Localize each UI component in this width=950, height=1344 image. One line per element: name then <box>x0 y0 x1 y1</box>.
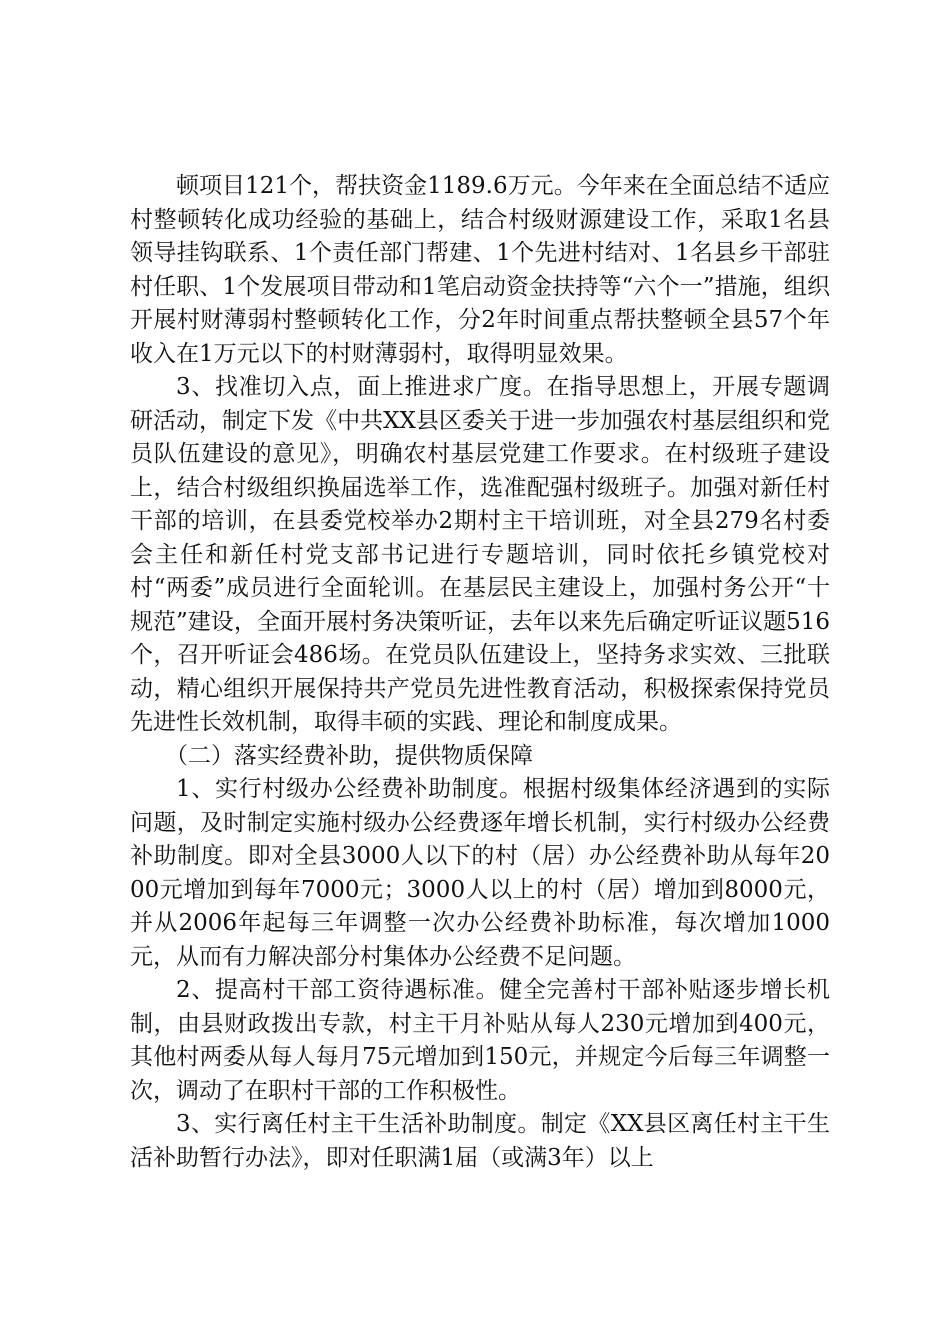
paragraph-office-funding: 1、实行村级办公经费补助制度。根据村级集体经济遇到的实际问题，及时制定实施村级办公经费逐年增长机制，实行村级办公经费补助制度。即对全县3000人以下的村（居）办公经费补助从每年2000元增加到每年7000元；3000人以上的村（居）增加到8000元，并从2006年起每三年调整一次办公经费补助标准，每次增加1000元，从而有力解决部分村集体办公经费不足问题。 <box>130 776 830 970</box>
paragraph-continuation: 顿项目121个，帮扶资金1189.6万元。今年来在全面总结不适应村整顿转化成功经验的基础上，结合村级财源建设工作，采取1名县领导挂钩联系、1个责任部门帮建、1个先进村结对、1名县乡干部驻村任职、1个发展项目带动和1笔启动资金扶持等“六个一”措施，组织开展村财薄弱村整顿转化工作，分2年时间重点帮扶整顿全县57个年收入在1万元以下的村财薄弱村，取得明显效果。 <box>130 173 830 367</box>
paragraph-retired-cadre-subsidy: 3、实行离任村主干生活补助制度。制定《XX县区离任村主干生活补助暂行办法》，即对任职满1届（或满3年）以上 <box>130 1111 830 1171</box>
section-heading-funding: （二）落实经费补助，提供物质保障 <box>165 742 533 769</box>
paragraph-cadre-salary: 2、提高村干部工资待遇标准。健全完善村干部补贴逐步增长机制，由县财政拨出专款，村主干月补贴从每人230元增加到400元，其他村两委从每人每月75元增加到150元，并规定今后每三年调整一次，调动了在职村干部的工作积极性。 <box>130 977 830 1104</box>
document-body <box>130 170 830 1175</box>
paragraph-find-entry-point: 3、找准切入点，面上推进求广度。在指导思想上，开展专题调研活动，制定下发《中共XX县区委关于进一步加强农村基层组织和党员队伍建设的意见》，明确农村基层党建工作要求。在村级班子建设上，结合村级组织换届选举工作，选准配强村级班子。加强对新任村干部的培训，在县委党校举办2期村主干培训班，对全县279名村委会主任和新任村党支部书记进行专题培训，同时依托乡镇党校对村“两委”成员进行全面轮训。在基层民主建设上，加强村务公开“十规范”建设，全面开展村务决策听证，去年以来先后确定听证议题516个，召开听证会486场。在党员队伍建设上，坚持务求实效、三批联动，精心组织开展保持共产党员先进性教育活动，积极探索保持党员先进性长效机制，取得丰硕的实践、理论和制度成果。 <box>130 374 830 735</box>
